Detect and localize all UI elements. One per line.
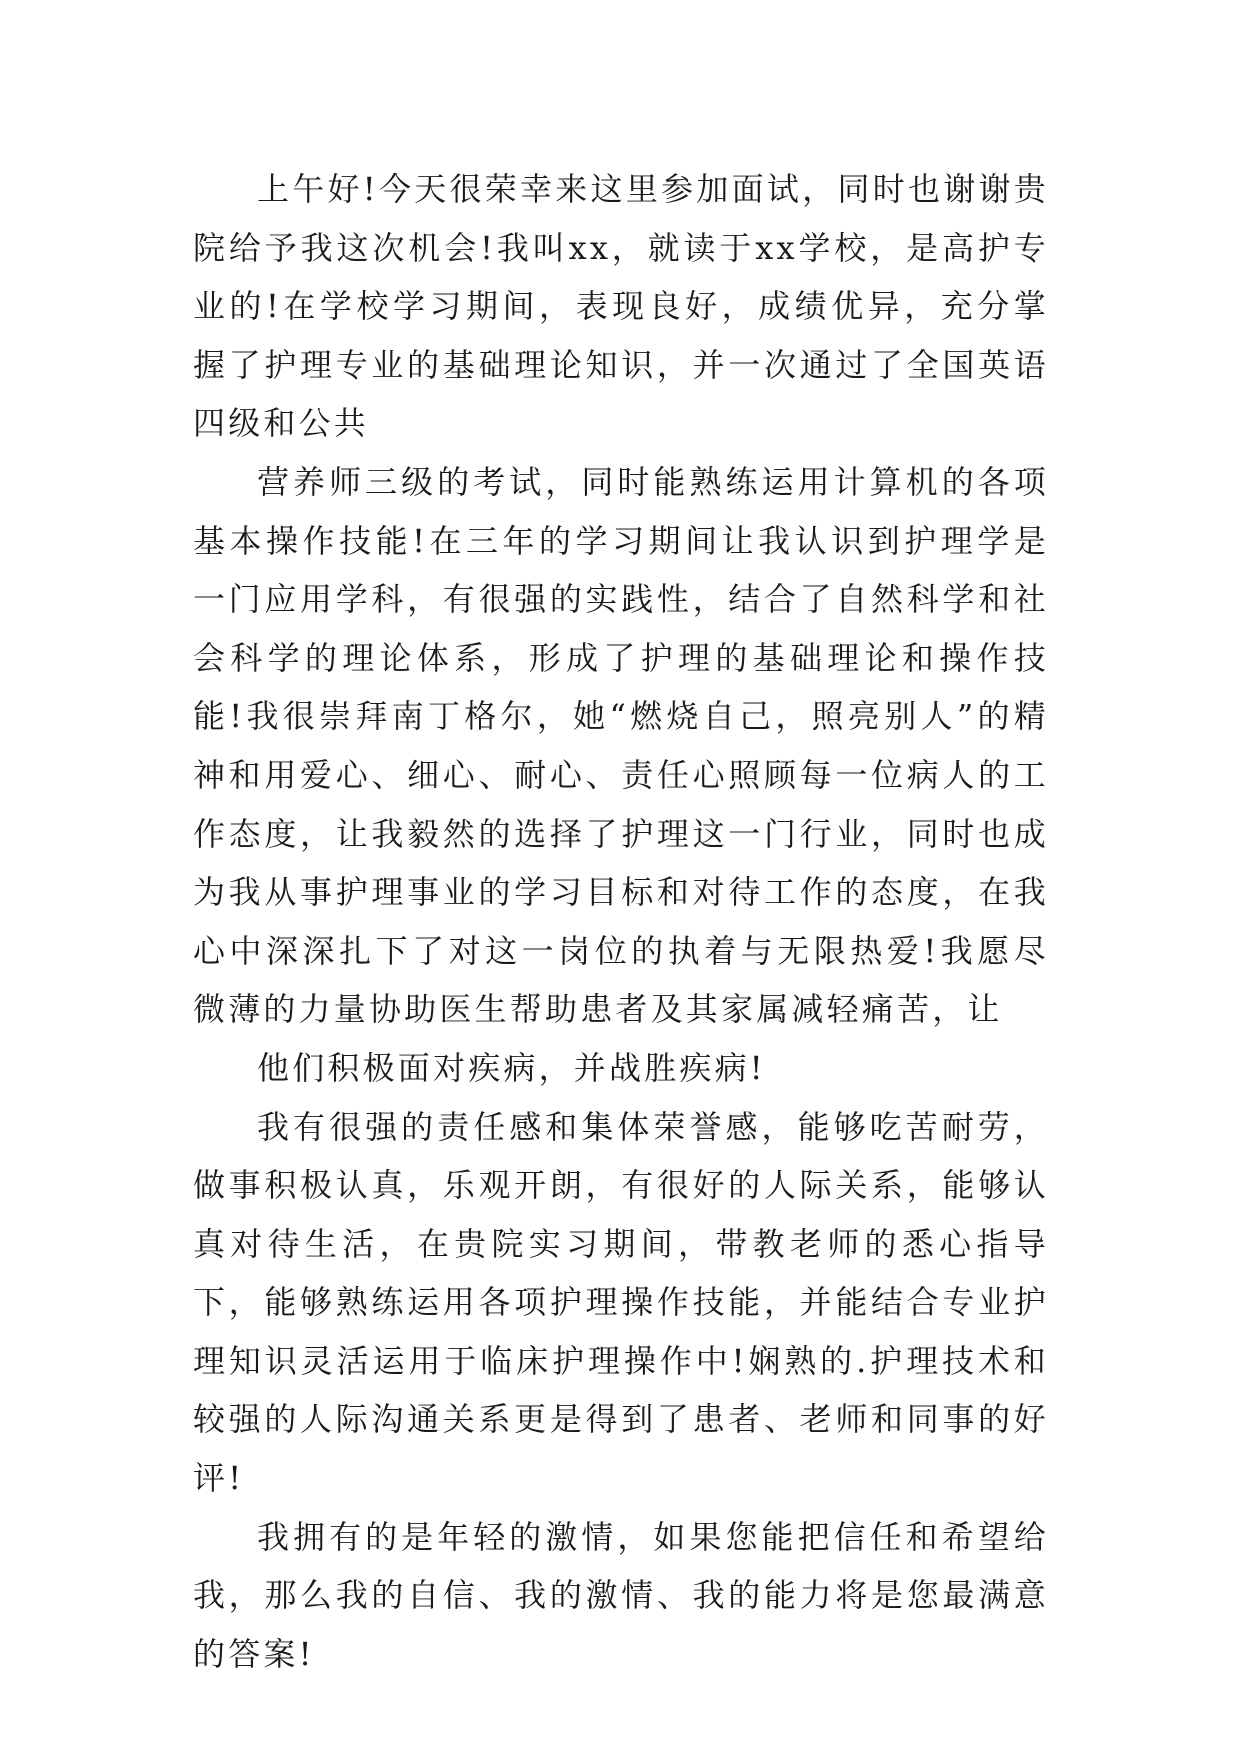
paragraph: 上午好!今天很荣幸来这里参加面试，同时也谢谢贵院给予我这次机会!我叫xx，就读于xx学校，是高护专业的!在学校学习期间，表现良好，成绩优异，充分掌握了护理专业的基础理论知识，并一次通过了全国英语四级和公共 [193,170,1049,443]
paragraph: 我有很强的责任感和集体荣誉感，能够吃苦耐劳，做事积极认真，乐观开朗，有很好的人际关系，能够认真对待生活，在贵院实习期间，带教老师的悉心指导下，能够熟练运用各项护理操作技能，并能结合专业护理知识灵活运用于临床护理操作中!娴熟的.护理技术和较强的人际沟通关系更是得到了患者、老师和同事的好评! [193,1107,1049,1498]
document-body [193,160,1049,1683]
paragraph: 我拥有的是年轻的激情，如果您能把信任和希望给我，那么我的自信、我的激情、我的能力将是您最满意的答案! [193,1517,1049,1673]
paragraph: 他们积极面对疾病，并战胜疾病! [257,1048,766,1087]
paragraph: 营养师三级的考试，同时能熟练运用计算机的各项基本操作技能!在三年的学习期间让我认识到护理学是一门应用学科，有很强的实践性，结合了自然科学和社会科学的理论体系，形成了护理的基础理论和操作技能!我很崇拜南丁格尔，她“燃烧自己，照亮别人”的精神和用爱心、细心、耐心、责任心照顾每一位病人的工作态度，让我毅然的选择了护理这一门行业，同时也成为我从事护理事业的学习目标和对待工作的态度，在我心中深深扎下了对这一岗位的执着与无限热爱!我愿尽微薄的力量协助医生帮助患者及其家属减轻痛苦，让 [193,462,1049,1029]
